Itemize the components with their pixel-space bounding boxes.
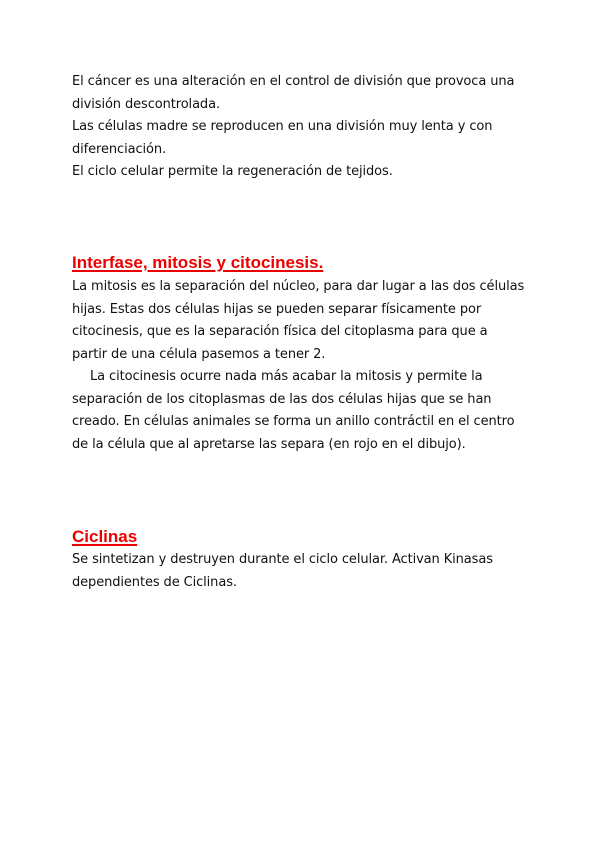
text-line: de la célula que al apretarse las separa (en rojo en el dibujo). (72, 436, 466, 452)
text-line: Las células madre se reproducen en una división muy lenta y con (72, 119, 493, 134)
text-line: división descontrolada. (72, 96, 220, 112)
text-line: El cáncer es una alteración en el control de división que provoca una (72, 74, 515, 89)
text-line: citocinesis, que es la separación física del citoplasma para que a (72, 324, 488, 339)
text-line: creado. En células animales se forma un anillo contráctil en el centro (72, 414, 515, 429)
text-line: dependientes de Ciclinas. (72, 574, 237, 590)
text-line: separación de los citoplasmas de las dos células hijas que se han (72, 391, 492, 407)
text-line: hijas. Estas dos células hijas se pueden separar físicamente por (72, 301, 482, 317)
intro-paragraph (72, 71, 532, 184)
text-line: La citocinesis ocurre nada más acabar la mitosis y permite la (90, 369, 483, 384)
section-heading-ciclinas: Ciclinas (72, 527, 138, 546)
interfase-paragraph (72, 276, 532, 456)
text-line: El ciclo celular permite la regeneración de tejidos. (72, 164, 393, 179)
section-heading-interfase: Interfase, mitosis y citocinesis. (72, 253, 324, 272)
text-line: La mitosis es la separación del núcleo, para dar lugar a las dos células (72, 279, 525, 294)
text-line: diferenciación. (72, 141, 167, 157)
ciclinas-paragraph (72, 549, 532, 594)
text-line: Se sintetizan y destruyen durante el ciclo celular. Activan Kinasas (72, 552, 493, 567)
text-line-indented (72, 366, 532, 389)
text-line: partir de una célula pasemos a tener 2. (72, 346, 326, 362)
